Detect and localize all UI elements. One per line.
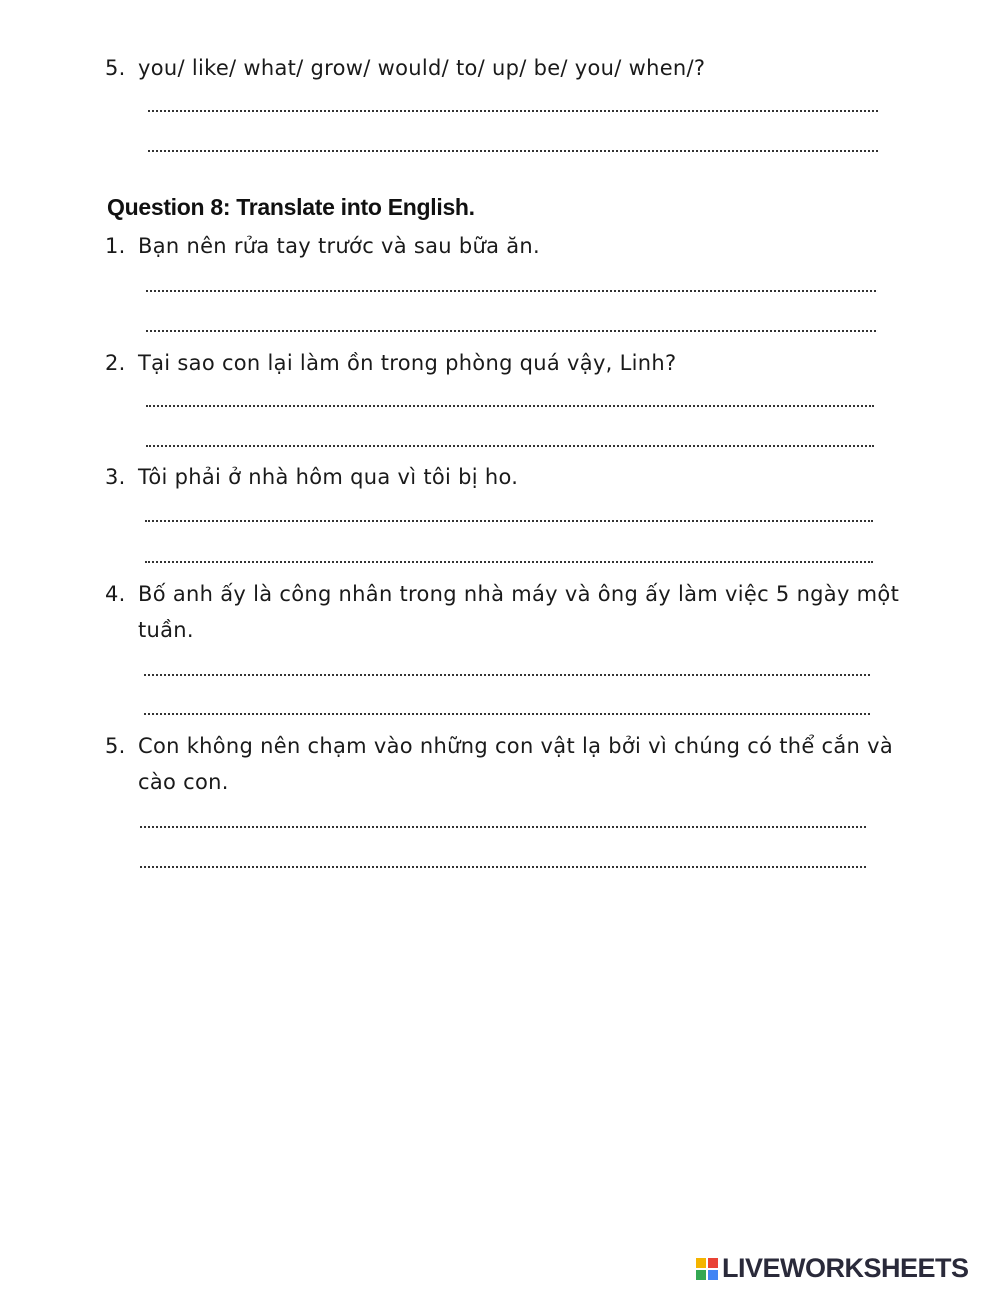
item-text: Bố anh ấy là công nhân trong nhà máy và ông ấy làm việc 5 ngày một tuần. <box>138 582 900 642</box>
question-item-5 <box>105 728 925 800</box>
logo-block-green <box>696 1270 706 1280</box>
item-number: 2. <box>105 351 126 375</box>
answer-line[interactable] <box>146 405 874 407</box>
item-number: 5. <box>105 56 126 80</box>
item-number: 1. <box>105 234 126 258</box>
question-item-2 <box>105 345 925 381</box>
answer-line[interactable] <box>144 674 870 676</box>
answer-line[interactable] <box>145 561 873 563</box>
logo-text: LIVEWORKSHEETS <box>722 1253 969 1283</box>
logo-block-blue <box>708 1270 718 1280</box>
answer-line[interactable] <box>140 866 866 868</box>
answer-line[interactable] <box>146 445 874 447</box>
logo-blocks-icon <box>696 1258 718 1280</box>
answer-line[interactable] <box>146 290 876 292</box>
question-item-3 <box>105 459 925 495</box>
item-text: Tại sao con lại làm ồn trong phòng quá vậy, Linh? <box>138 351 677 375</box>
question-heading: Question 8: Translate into English. <box>107 194 475 220</box>
liveworksheets-logo <box>696 1253 969 1284</box>
question-item-4 <box>105 576 925 648</box>
item-number: 4. <box>105 582 126 606</box>
answer-line[interactable] <box>148 150 878 152</box>
answer-line[interactable] <box>144 713 870 715</box>
prev-question-item <box>105 50 925 86</box>
item-text: Bạn nên rửa tay trước và sau bữa ăn. <box>138 234 541 258</box>
answer-line[interactable] <box>145 520 873 522</box>
item-text: you/ like/ what/ grow/ would/ to/ up/ be/ you/ when/? <box>138 56 706 80</box>
answer-line[interactable] <box>148 110 878 112</box>
item-text: Con không nên chạm vào những con vật lạ bởi vì chúng có thể cắn và cào con. <box>138 734 894 794</box>
item-text: Tôi phải ở nhà hôm qua vì tôi bị ho. <box>138 465 519 489</box>
logo-block-red <box>708 1258 718 1268</box>
item-number: 5. <box>105 734 126 758</box>
item-number: 3. <box>105 465 126 489</box>
answer-line[interactable] <box>140 826 866 828</box>
logo-block-yellow <box>696 1258 706 1268</box>
question-item-1 <box>105 228 925 264</box>
answer-line[interactable] <box>146 330 876 332</box>
